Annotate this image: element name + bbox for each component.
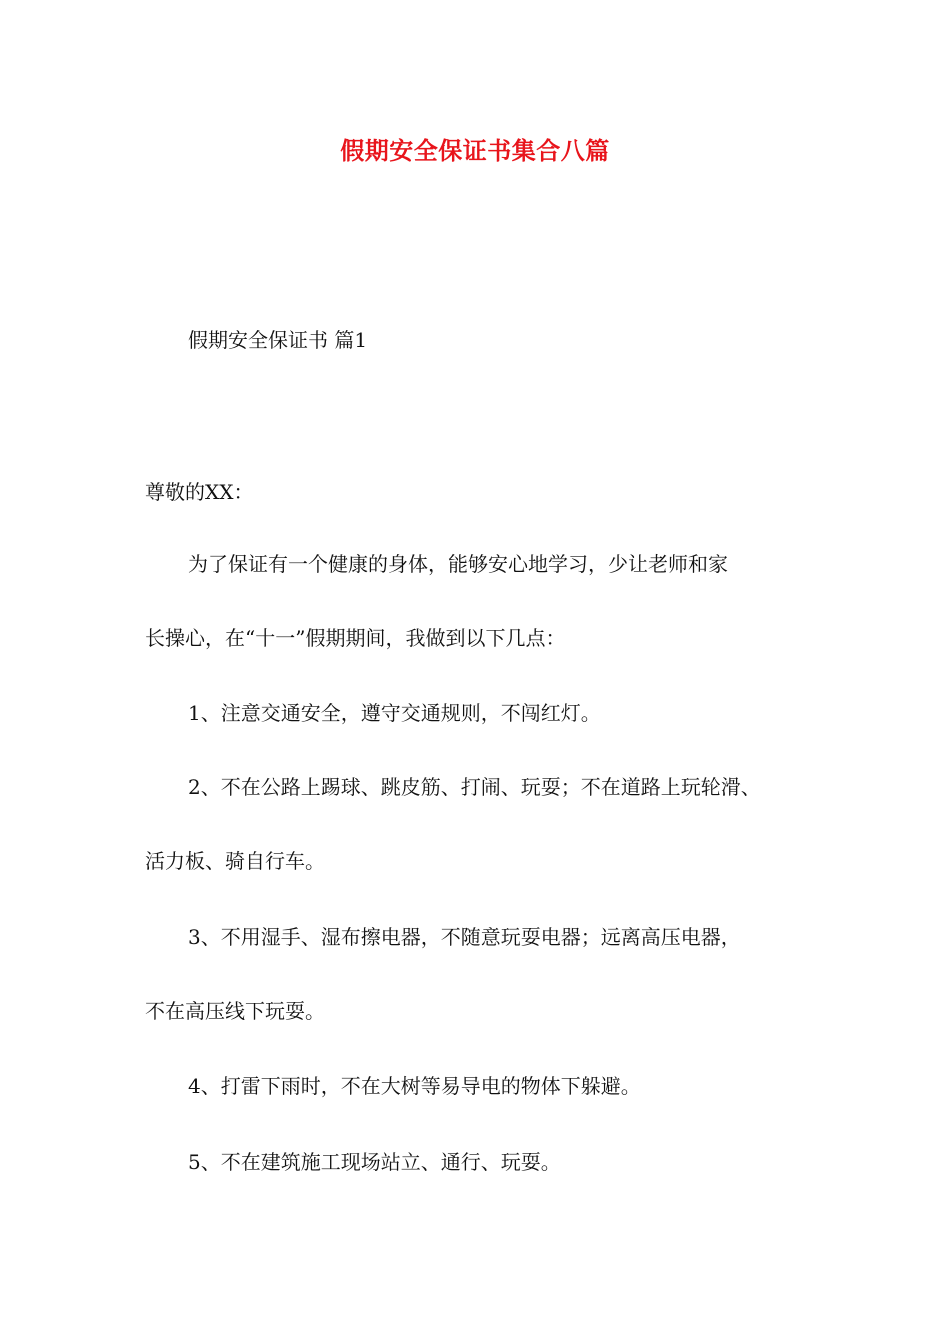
- document-title: 假期安全保证书集合八篇: [340, 137, 610, 165]
- list-item-1: 1、注意交通安全，遵守交通规则，不闯红灯。: [188, 701, 601, 725]
- list-item-2-line-2: 活力板、骑自行车。: [145, 849, 325, 873]
- list-item-4: 4、打雷下雨时，不在大树等易导电的物体下躲避。: [188, 1074, 641, 1098]
- list-item-5: 5、不在建筑施工现场站立、通行、玩耍。: [188, 1150, 561, 1174]
- list-item-2-line-1: 2、不在公路上踢球、跳皮筋、打闹、玩耍；不在道路上玩轮滑、: [188, 775, 761, 799]
- list-item-3-line-1: 3、不用湿手、湿布擦电器，不随意玩耍电器；远离高压电器，: [188, 925, 741, 949]
- paragraph-intro-line-2: 长操心，在“十一”假期期间，我做到以下几点：: [145, 626, 566, 650]
- list-item-3-line-2: 不在高压线下玩耍。: [145, 999, 325, 1023]
- paragraph-intro-line-1: 为了保证有一个健康的身体，能够安心地学习，少让老师和家: [188, 552, 728, 576]
- section-heading: 假期安全保证书 篇1: [188, 328, 368, 352]
- salutation: 尊敬的XX：: [145, 480, 254, 504]
